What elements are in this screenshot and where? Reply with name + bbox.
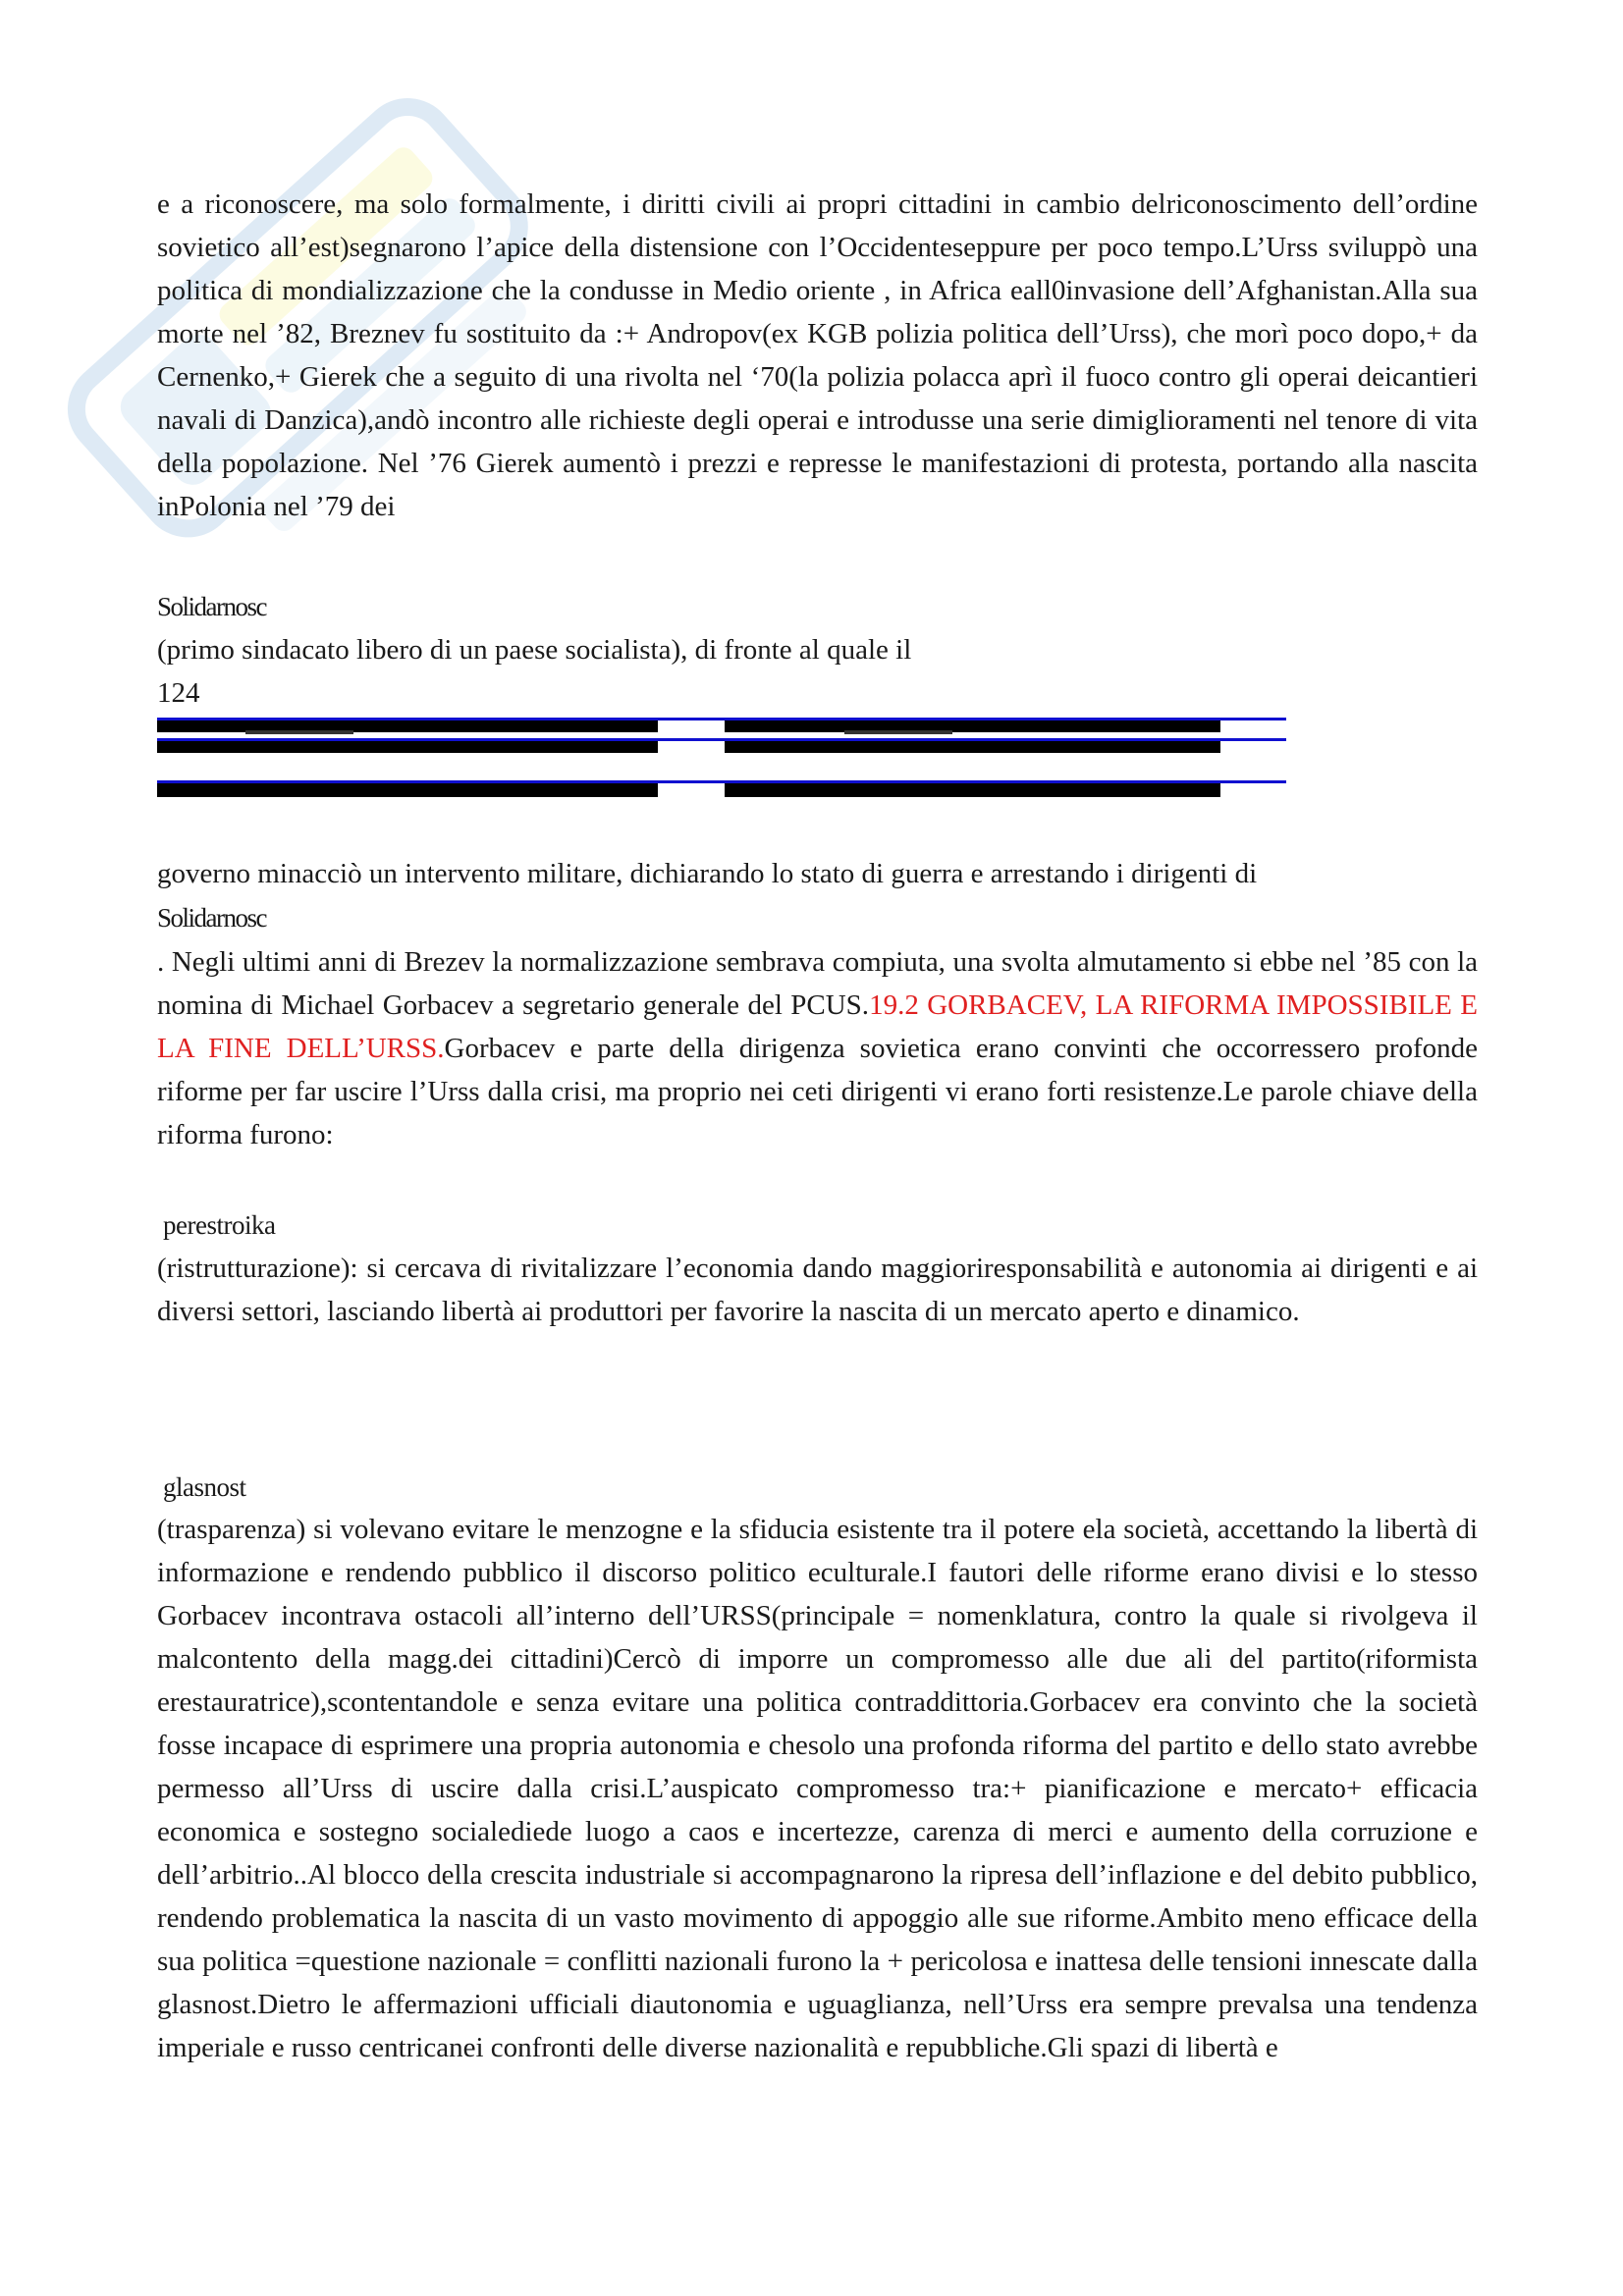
term-perestroika: perestroika bbox=[163, 1210, 276, 1240]
paragraph-1: e a riconoscere, ma solo formalmente, i diritti civili ai propri cittadini in cambio delriconoscimento dell’ordine sovietico all’est)segnarono l’apice della distensione con l’Occidenteseppure per poco tempo.L’Urss sviluppò una politica di mondializzazione che la condusse in Medio oriente , in Africa eall0invasione dell’Afghanistan.Alla sua morte nel ’82, Breznev fu sostituito da :+ Andropov(ex KGB polizia politica dell’Urss), che morì poco dopo,+ da Cernenko,+ Gierek che a seguito di una rivolta nel ‘70(la polizia polacca aprì il fuoco contro gli operai deicantieri navali di Danzica),andò incontro alle richieste degli operai e introdusse una serie dimiglioramenti nel tenore di vita della popolazione. Nel ’76 Gierek aumentò i prezzi e represse le manifestazioni di protesta, portando alla nascita inPolonia nel ’79 dei bbox=[157, 188, 1478, 522]
term-solidarnosc-2: Solidarnosc bbox=[157, 903, 266, 933]
term-solidarnosc: Solidarnosc bbox=[157, 592, 266, 621]
decorative-bars bbox=[157, 711, 1286, 809]
paragraph-3: governo minacciò un intervento militare, dichiarando lo stato di guerra e arrestando i dirigenti di bbox=[157, 858, 1258, 889]
paragraph-5: (ristrutturazione): si cercava di rivitalizzare l’economia dando maggioriresponsabilità e autonomia ai dirigenti e ai diversi settori, lasciando libertà ai produttori per favorire la nascita di un mercato aperto e dinamico. bbox=[157, 1253, 1478, 1327]
paragraph-2: (primo sindacato libero di un paese socialista), di fronte al quale il bbox=[157, 634, 912, 666]
term-glasnost: glasnost bbox=[163, 1472, 246, 1502]
section-heading-19-2: 19.2 GORBACEV, LA RIFORMA IMPOSSIBILE E LA FINE DELL’URSS. bbox=[157, 989, 1478, 1064]
page-number: 124 bbox=[157, 677, 200, 709]
paragraph-4 bbox=[157, 940, 1478, 1156]
paragraph-4-continued: Gorbacev e parte della dirigenza sovietica erano convinti che occorressero profonde riforme per far uscire l’Urss dalla crisi, ma proprio nei ceti dirigenti vi erano forti resistenze.Le parole chiave della riforma furono: bbox=[157, 1033, 1479, 1150]
paragraph-6: (trasparenza) si volevano evitare le menzogne e la sfiducia esistente tra il potere ela società, accettando la libertà di informazione e rendendo pubblico il discorso politico eculturale.I fautori delle riforme erano divisi e lo stesso Gorbacev incontrava ostacoli all’interno dell’URSS(principale = nomenklatura, contro la quale si rivolgeva il malcontento della magg.dei cittadini)Cercò di imporre un compromesso alle due ali del partito(riformista erestauratrice),scontentandole e senza evitare una politica contraddittoria.Gorbacev era convinto che la società fosse incapace di esprimere una propria autonomia e chesolo una profonda riforma del partito e dello stato avrebbe permesso all’Urss di uscire dalla crisi.L’auspicato compromesso tra:+ pianificazione e mercato+ efficacia economica e sostegno socialediede luogo a caos e incertezze, carenza di merci e aumento della corruzione e dell’arbitrio..Al blocco della crescita industriale si accompagnarono la ripresa dell’inflazione e del debito pubblico, rendendo problematica la nascita di un vasto movimento di appoggio alle sue riforme.Ambito meno efficace della sua politica =questione nazionale = conflitti nazionali furono la + pericolosa e inattesa delle tensioni innescate dalla glasnost.Dietro le affermazioni ufficiali diautonomia e uguaglianza, nell’Urss era sempre prevalsa una tendenza imperiale e russo centricanei confronti delle diverse nazionalità e repubbliche.Gli spazi di libertà e bbox=[157, 1514, 1478, 2063]
paragraph-4-text: . Negli ultimi anni di Brezev la normalizzazione sembrava compiuta, una svolta almutamento si ebbe nel ’85 con la nomina di Michael Gorbacev a segretario generale del PCUS. bbox=[157, 946, 1478, 1021]
